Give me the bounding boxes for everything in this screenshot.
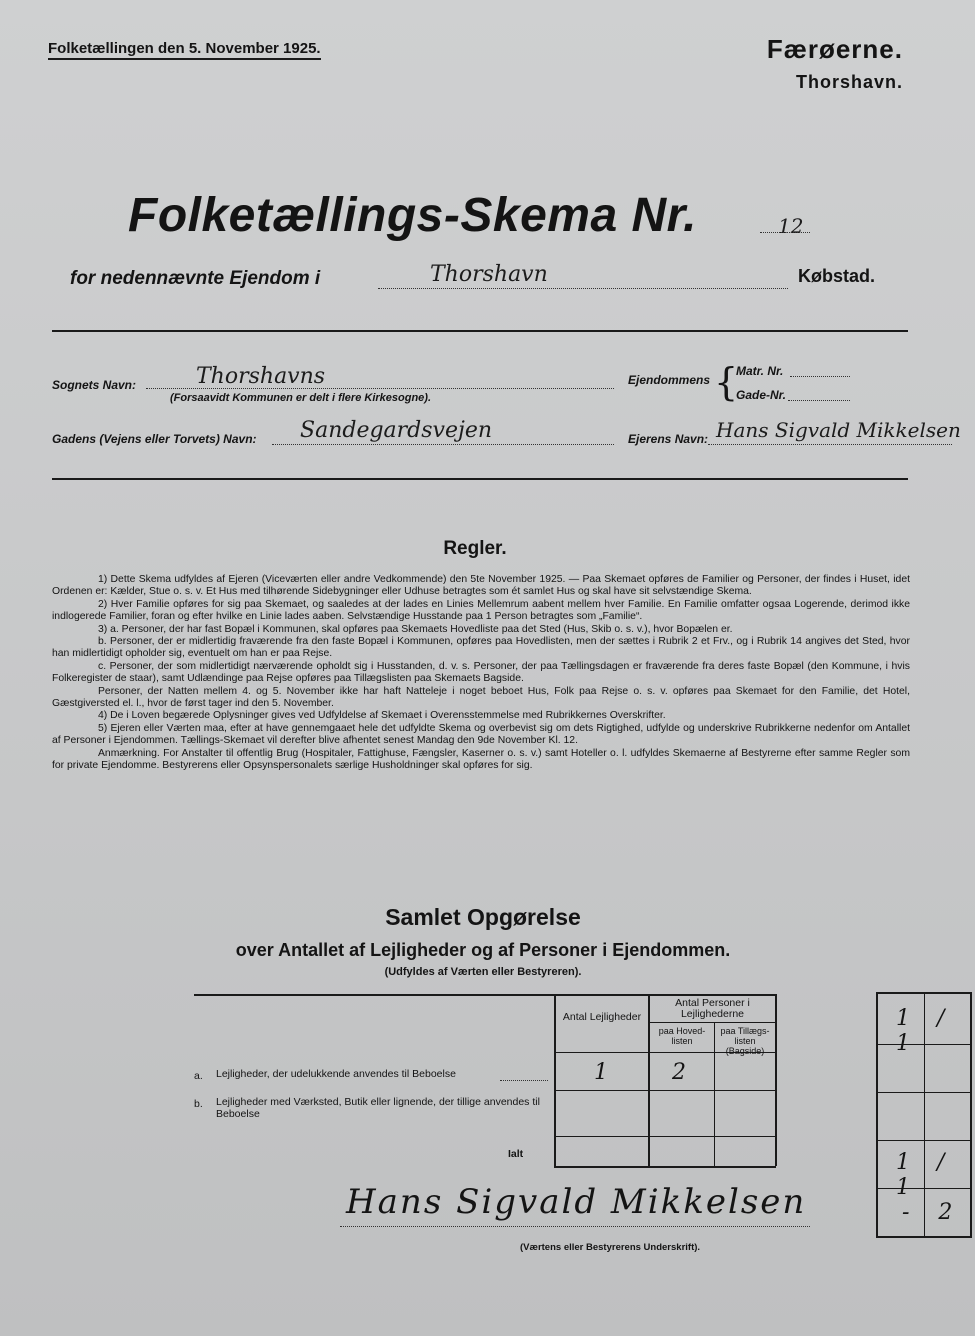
rules-heading: Regler. [443,538,507,559]
form-title: Folketællings-Skema Nr. [128,189,698,242]
divider-top [52,330,908,332]
parish-note: (Forsaavidt Kommunen er delt i flere Kirkesogne). [170,392,432,404]
row-a-prefix: a. [194,1070,203,1082]
form-number-line [760,232,810,233]
table-subhead-border [648,1022,776,1023]
row-a-label: Lejligheder, der udelukkende anvendes til Beboelse [216,1068,456,1080]
col-main-list-header: paa Hoved-listen [658,1026,706,1046]
summary-subtitle: over Antallet af Lejligheder og af Personer i Ejendommen. [235,940,731,960]
property-suffix: Købstad. [798,266,876,286]
table-row-border [554,1090,776,1091]
table-top-border [194,994,776,996]
matr-label: Matr. Nr. [736,364,784,378]
row-a-apartments-value: 1 [594,1060,608,1085]
rule-paragraph: b. Personer, der er midlertidig fraværende fra den faste Bopæl i Kommunen, opføres paa Hovedlisten, men der sættes i Rubrik 2 et Frv., og i Rubrik 14 angives det Sted, hvor han midlertidigt opholder sig, eventuelt om han er paa Rejse. [52,636,910,660]
rule-paragraph: 5) Ejeren eller Værten maa, efter at have gennemgaaet hele det udfyldte Skema og overbevist sig om dets Rigtighed, udfylde og underskrive Rubrikkerne nedenfor om Antallet af Personer i Ejendommen. Tællings-Skemaet vil derefter blive afhentet senest Mandag den 9de November Kl. 12. [52,722,910,747]
property-prefix: for nedennævnte Ejendom i [70,268,321,289]
matr-line [790,376,850,377]
table-col-border [775,994,777,1166]
owner-signature: Hans Sigvald Mikkelsen [346,1182,807,1222]
side-box-border [876,1092,972,1093]
rule-paragraph: Personer, der Natten mellem 4. og 5. November ikke har haft Natteleje i noget beboet Hus, Folk paa Rejse o. s. v. opføres paa Skemaet for den Familie, det Hotel, Gæstgiversted el. l., hvor de først tager ind den 5. November. [52,685,910,710]
rule-paragraph: 1) Dette Skema udfyldes af Ejeren (Viceværten eller andre Vedkommende) den 5te November 1925. — Paa Skemaet opføres de Familier og Personer, der findes i Huset, idet Ordenen er: Kælder, Stue o. s. v. Et Hus med tilhørende Sidebygninger eller Udhuse betragtes som ét samlet Hus og skal have sit selvstændige Skema. [52,574,910,598]
signature-line [340,1226,810,1227]
census-header: Folketællingen den 5. November 1925. [48,40,321,60]
rules-text [52,574,910,773]
rule-paragraph: 2) Hver Familie opføres for sig paa Skemaet, og saaledes at der lades en Linies Mellemrum aabent mellem hver Familie. En Familie omfatter ogsaa Logerende, derimod ikke indlogerede Familier, foran og efter hvilke en Linie lades aaben. Selvstændige Husstande paa 1 Person betragtes som „Familie“. [52,598,910,623]
region-title: Færøerne. [766,34,903,64]
rule-paragraph: c. Personer, der som midlertidigt nærværende opholdt sig i Husstanden, d. v. s. Personer, der paa Tællingsdagen er fraværende fra deres faste Bopæl (den Kommune, i hvis Folkeregister de staar), samt Udlændinge paa Rejse opføres paa Tillægslisten paa Skemaets Bagside. [52,660,910,685]
side-box-border [876,992,878,1238]
rule-paragraph: 4) De i Loven begærede Oplysninger gives ved Udfyldelse af Skemaet i Overensstemmelse med Rubrikkernes Overskrifter. [98,710,666,722]
owner-label: Ejerens Navn: [628,432,709,446]
rule-paragraph: 3) a. Personer, der har fast Bopæl i Kommunen, skal opføres paa Skemaets Hovedliste paa det Sted (Hus, Skib o. s. v.), hvor Bopælen er. [98,623,733,635]
gade-label: Gade-Nr. [736,388,787,402]
owner-line [708,444,952,445]
parish-label: Sognets Navn: [52,378,137,392]
side-bottom-value: - 2 [902,1200,953,1225]
summary-note: (Udfyldes af Værten eller Bestyreren). [384,966,582,978]
total-label: Ialt [508,1148,524,1160]
street-value: Sandegardsvejen [300,418,493,443]
town-title: Thorshavn. [795,72,903,92]
form-number: 12 [778,214,804,238]
divider-middle [52,478,908,480]
col-supplement-list-header: paa Tillægs-listen (Bagside) [720,1026,770,1056]
property-label: Ejendommens [628,373,711,387]
col-apartments-header: Antal Lejligheder [562,1011,642,1023]
signature-caption: (Værtens eller Bestyrerens Underskrift). [520,1242,701,1253]
property-place: Thorshavn [430,262,548,287]
side-box-border [876,1140,972,1141]
side-mid-value: 1 / 1 [896,1150,945,1200]
table-row-border [554,1136,776,1137]
brace-symbol: { [714,360,739,404]
table-bottom-border [554,1166,776,1168]
gade-line [788,400,850,401]
parish-value: Thorshavns [196,364,326,389]
row-a-dots [500,1080,548,1081]
side-box-border [876,1236,972,1238]
rule-paragraph: Anmærkning. For Anstalter til offentlig Brug (Hospitaler, Fattighuse, Fængsler, Kaserner o. s. v.) samt Hoteller o. l. udfyldes Skemaerne af Bestyrerne efter samme Regler som for private Ejendomme. Bestyrerens eller Opsynspersonalets særlige Husholdninger skal opføres for sig. [52,747,910,772]
side-top-value: 1 / 1 [896,1006,945,1056]
owner-value: Hans Sigvald Mikkelsen [716,418,961,442]
street-label: Gadens (Vejens eller Torvets) Navn: [52,432,257,446]
summary-title: Samlet Opgørelse [385,904,581,930]
row-a-persons-value: 2 [672,1060,686,1085]
row-b-label: Lejligheder med Værksted, Butik eller lignende, der tillige anvendes til Beboelse [216,1096,540,1120]
parish-line [146,388,614,389]
property-place-line [378,288,788,289]
row-b-prefix: b. [194,1098,203,1110]
street-line [272,444,614,445]
col-persons-header: Antal Personer i Lejlighederne [675,997,750,1020]
